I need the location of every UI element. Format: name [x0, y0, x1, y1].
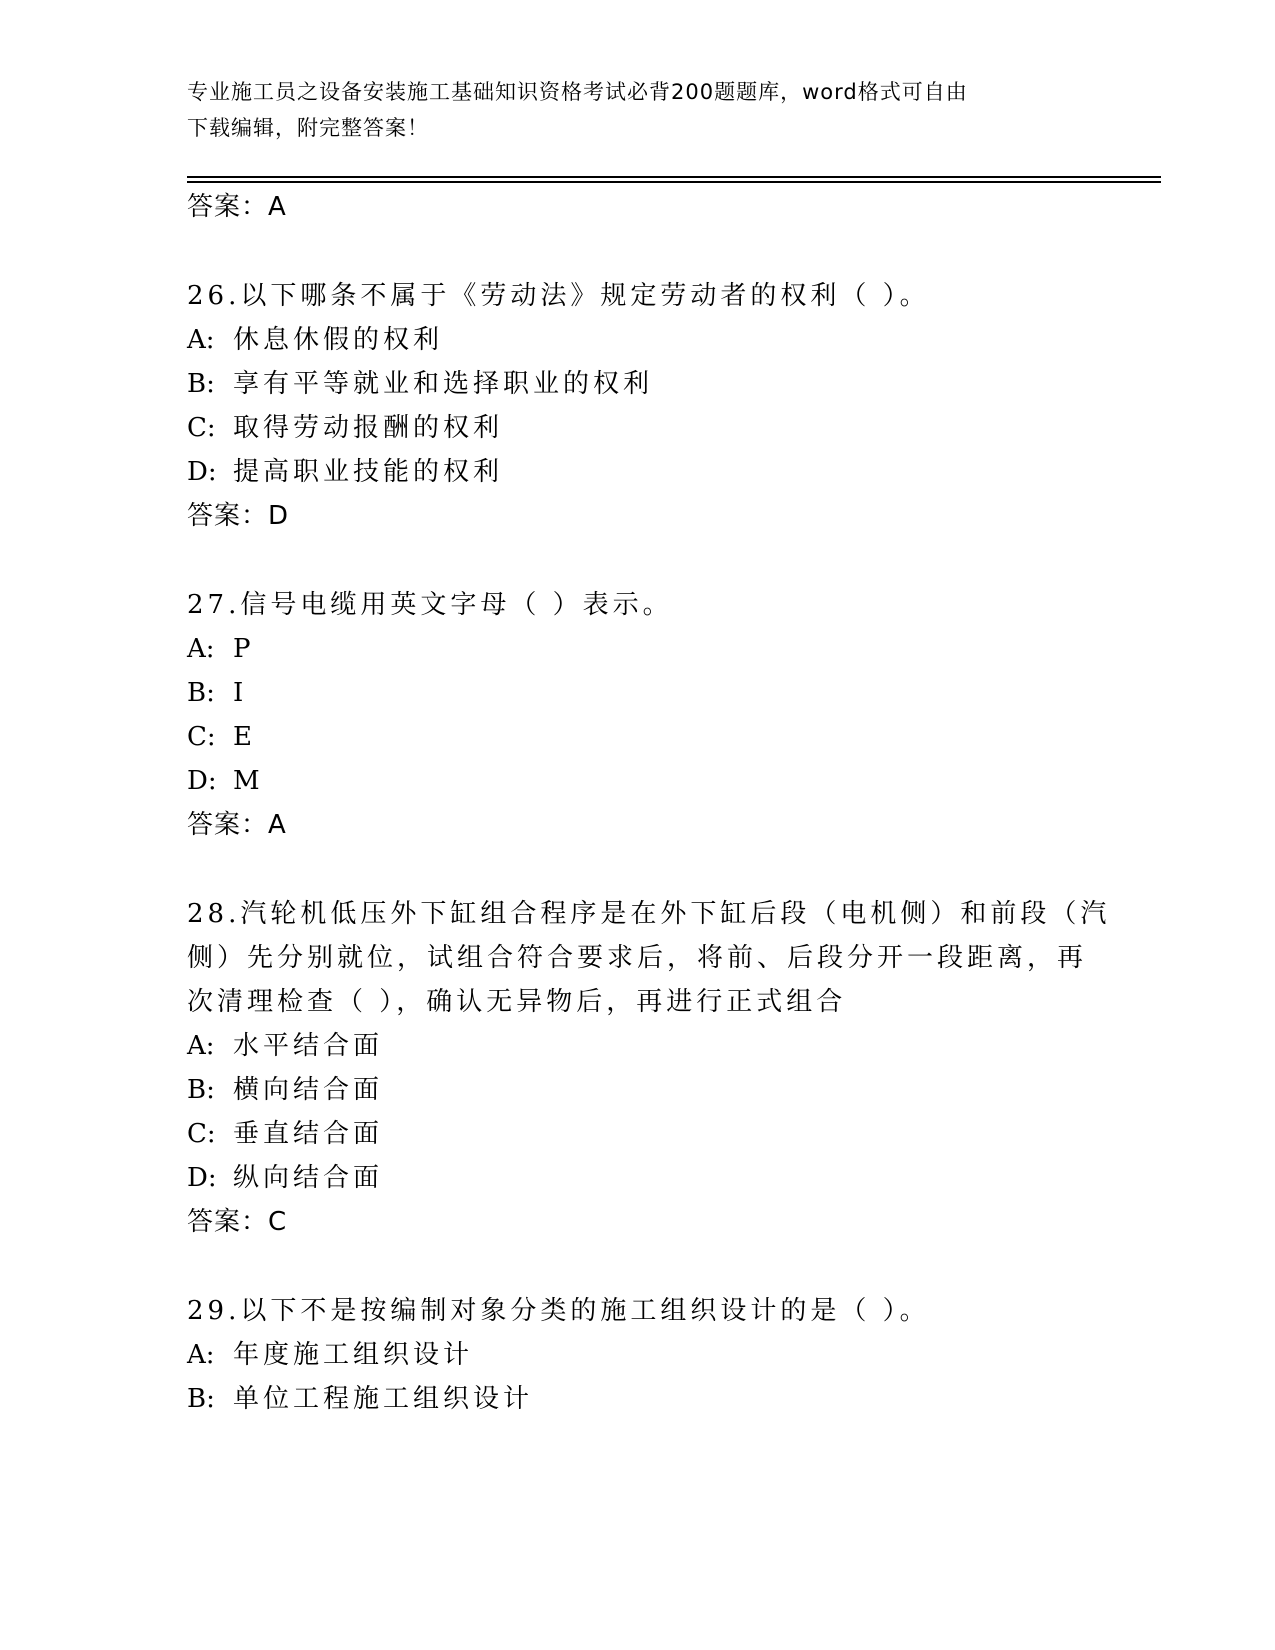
option-text: 纵向结合面 — [233, 1163, 384, 1193]
option-text: 单位工程施工组织设计 — [233, 1384, 534, 1414]
question-27-option-b — [187, 676, 247, 710]
option-text: 横向结合面 — [233, 1075, 384, 1105]
option-letter: D: — [187, 1163, 217, 1193]
question-27-stem: 27.信号电缆用英文字母（ ）表示。 — [187, 590, 673, 620]
option-text: 年度施工组织设计 — [233, 1340, 474, 1370]
option-text: 休息休假的权利 — [233, 325, 444, 355]
option-letter: B: — [187, 369, 215, 399]
option-letter: A: — [187, 1031, 215, 1061]
option-letter: B: — [187, 1075, 215, 1105]
option-text: E — [233, 722, 256, 752]
option-letter: C: — [187, 413, 216, 443]
header-rule-top — [187, 176, 1161, 178]
option-text: M — [233, 766, 264, 796]
question-26-stem: 26.以下哪条不属于《劳动法》规定劳动者的权利（ ）。 — [187, 281, 930, 311]
document-header — [187, 74, 1077, 146]
header-line-2: 下载编辑，附完整答案！ — [187, 116, 429, 140]
option-text: I — [233, 678, 248, 708]
option-letter: A: — [187, 1340, 215, 1370]
question-27-option-d — [187, 764, 264, 798]
answer-prev: 答案：A — [187, 192, 287, 222]
option-text: 享有平等就业和选择职业的权利 — [233, 369, 654, 399]
option-letter: A: — [187, 325, 215, 355]
question-27-answer: 答案：A — [187, 810, 287, 840]
question-28-stem-line-2: 侧）先分别就位，试组合符合要求后，将前、后段分开一段距离，再 — [187, 943, 1088, 973]
question-26-option-c — [187, 411, 503, 445]
option-letter: C: — [187, 722, 216, 752]
option-letter: A: — [187, 634, 215, 664]
question-27-option-c — [187, 720, 256, 754]
question-28-option-d — [187, 1161, 383, 1195]
question-26-option-a — [187, 323, 443, 357]
question-28-answer: 答案：C — [187, 1207, 288, 1237]
question-26-answer: 答案：D — [187, 501, 290, 531]
header-rule-bottom — [187, 181, 1161, 183]
option-text: P — [233, 634, 255, 664]
question-28-option-a — [187, 1029, 383, 1063]
option-letter: B: — [187, 678, 215, 708]
option-text: 取得劳动报酬的权利 — [233, 413, 504, 443]
option-letter: B: — [187, 1384, 215, 1414]
question-26-option-b — [187, 367, 653, 401]
option-text: 水平结合面 — [233, 1031, 384, 1061]
question-26-option-d — [187, 455, 503, 489]
option-text: 垂直结合面 — [233, 1119, 384, 1149]
option-letter: C: — [187, 1119, 216, 1149]
option-text: 提高职业技能的权利 — [233, 457, 504, 487]
question-29-stem: 29.以下不是按编制对象分类的施工组织设计的是（ ）。 — [187, 1296, 930, 1326]
option-letter: D: — [187, 457, 217, 487]
header-line-1: 专业施工员之设备安装施工基础知识资格考试必背200题题库，word格式可自由 — [187, 80, 968, 104]
question-29-option-a — [187, 1338, 473, 1372]
question-28-option-c — [187, 1117, 383, 1151]
question-28-stem-line-3: 次清理检查（ ），确认无异物后，再进行正式组合 — [187, 987, 847, 1017]
question-27-option-a — [187, 632, 255, 666]
option-letter: D: — [187, 766, 217, 796]
question-29-option-b — [187, 1382, 533, 1416]
question-28-stem-line-1: 28.汽轮机低压外下缸组合程序是在外下缸后段（电机侧）和前段（汽 — [187, 899, 1111, 929]
question-28-option-b — [187, 1073, 383, 1107]
